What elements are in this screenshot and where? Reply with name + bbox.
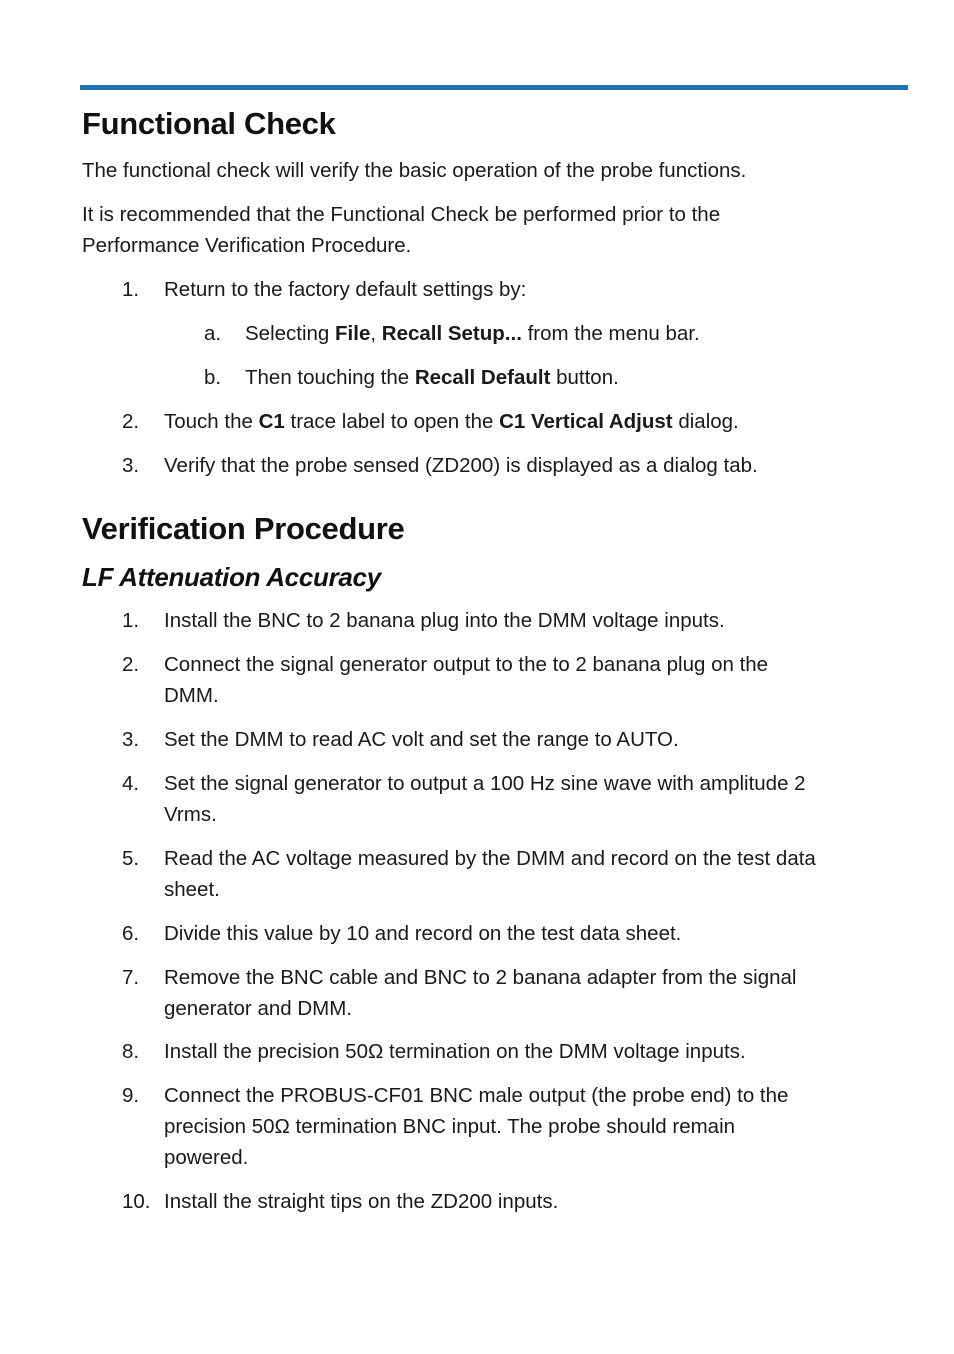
substep-letter: b.	[204, 366, 222, 389]
functional-check-intro: The functional check will verify the basic operation of the probe functions.	[82, 159, 747, 182]
step-number: 8.	[122, 1040, 140, 1063]
step-text: Return to the factory default settings by:	[164, 278, 527, 301]
step-text: Remove the BNC cable and BNC to 2 banana adapter from the signal	[164, 966, 797, 989]
step-text-continued: sheet.	[164, 878, 220, 901]
section-top-rule	[80, 85, 908, 90]
step-number: 1.	[122, 609, 140, 632]
menu-recall-setup-label: Recall Setup...	[381, 322, 522, 345]
step-number: 4.	[122, 772, 140, 795]
step-number: 3.	[122, 728, 140, 751]
step-text: Install the precision 50Ω termination on the DMM voltage inputs.	[164, 1040, 746, 1063]
c1-vertical-adjust-label: C1 Vertical Adjust	[499, 410, 673, 433]
step-text: Verify that the probe sensed (ZD200) is displayed as a dialog tab.	[164, 454, 758, 477]
step-number: 5.	[122, 847, 140, 870]
menu-file-label: File	[335, 322, 371, 345]
step-number: 3.	[122, 454, 140, 477]
step-text-continued: generator and DMM.	[164, 997, 353, 1020]
functional-check-recommendation-line2: Performance Verification Procedure.	[82, 234, 412, 257]
step-text: Touch the C1 trace label to open the C1 Vertical Adjust dialog.	[164, 410, 739, 433]
c1-label: C1	[258, 410, 285, 433]
step-text-continued: precision 50Ω termination BNC input. The probe should remain	[164, 1115, 736, 1138]
step-number: 1.	[122, 278, 140, 301]
recall-default-label: Recall Default	[414, 366, 551, 389]
step-text: Read the AC voltage measured by the DMM and record on the test data	[164, 847, 816, 870]
substep-text: Selecting File, Recall Setup... from the menu bar.	[245, 322, 700, 345]
lf-attenuation-accuracy-subheading: LF Attenuation Accuracy	[82, 562, 381, 592]
step-number: 10.	[122, 1190, 151, 1213]
step-number: 9.	[122, 1084, 140, 1107]
step-text: Install the BNC to 2 banana plug into the DMM voltage inputs.	[164, 609, 725, 632]
step-number: 6.	[122, 922, 140, 945]
step-number: 2.	[122, 410, 140, 433]
substep-text: Then touching the Recall Default button.	[245, 366, 619, 389]
step-number: 7.	[122, 966, 140, 989]
step-number: 2.	[122, 653, 140, 676]
verification-procedure-heading: Verification Procedure	[82, 511, 405, 546]
step-text: Divide this value by 10 and record on the test data sheet.	[164, 922, 682, 945]
step-text-continued: DMM.	[164, 684, 219, 707]
step-text: Set the signal generator to output a 100 Hz sine wave with amplitude 2	[164, 772, 806, 795]
step-text: Connect the signal generator output to the to 2 banana plug on the	[164, 653, 769, 676]
step-text: Connect the PROBUS-CF01 BNC male output (the probe end) to the	[164, 1084, 789, 1107]
functional-check-heading: Functional Check	[82, 106, 336, 141]
functional-check-recommendation-line1: It is recommended that the Functional Check be performed prior to the	[82, 203, 721, 226]
step-text: Set the DMM to read AC volt and set the range to AUTO.	[164, 728, 679, 751]
substep-letter: a.	[204, 322, 222, 345]
step-text-continued: powered.	[164, 1146, 249, 1169]
step-text: Install the straight tips on the ZD200 inputs.	[164, 1190, 559, 1213]
step-text-continued: Vrms.	[164, 803, 217, 826]
